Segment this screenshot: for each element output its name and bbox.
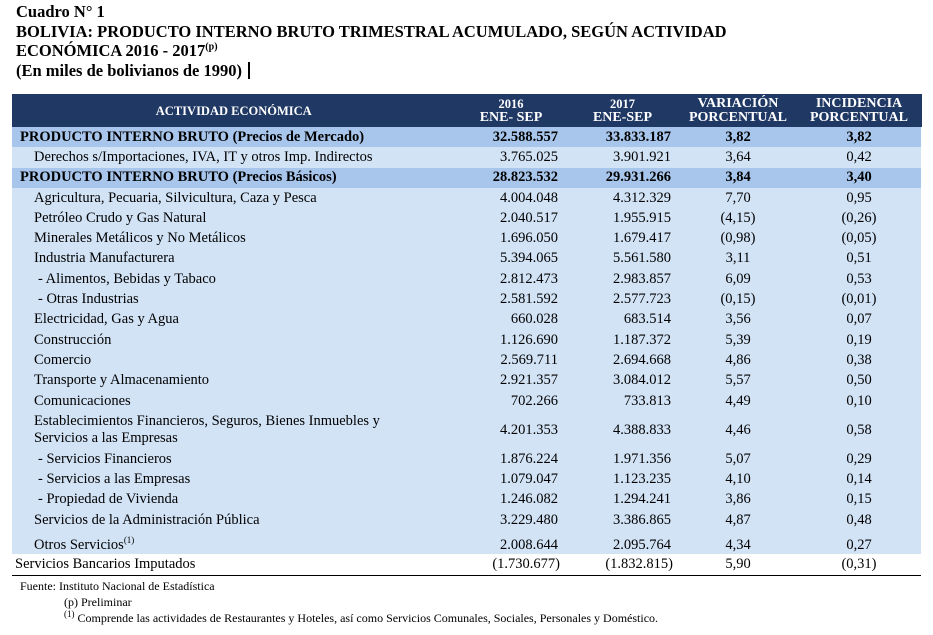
variation-value: 3,56 <box>679 310 797 330</box>
table-row <box>12 147 921 167</box>
value-2016: 1.876.224 <box>456 449 566 469</box>
value-2017: 1.294.241 <box>566 490 679 510</box>
table-row <box>12 554 921 575</box>
table-row <box>12 391 921 411</box>
row-label: Comunicaciones <box>12 391 456 411</box>
value-2016: 3.229.480 <box>456 510 566 530</box>
table-row <box>12 371 921 391</box>
table-row <box>12 469 921 489</box>
value-2016: 4.004.048 <box>456 188 566 208</box>
variation-value: 4,87 <box>679 510 797 530</box>
row-label: - Servicios Financieros <box>12 449 456 469</box>
value-2016: 2.812.473 <box>456 269 566 289</box>
row-label: Petróleo Crudo y Gas Natural <box>12 208 456 228</box>
variation-value: 5,57 <box>679 371 797 391</box>
incidence-value: (0,01) <box>797 289 921 309</box>
row-label: Derechos s/Importaciones, IVA, IT y otros Imp. Indirectos <box>12 147 456 167</box>
value-2016: (1.730.677) <box>456 554 566 575</box>
variation-value: (0,98) <box>679 228 797 248</box>
row-label: Comercio <box>12 350 456 370</box>
value-2017: 2.095.764 <box>566 530 679 554</box>
title-line-2 <box>16 41 926 61</box>
value-2017: 33.833.187 <box>566 127 679 147</box>
incidence-value: 0,58 <box>797 411 921 449</box>
variation-value: 5,90 <box>679 554 797 575</box>
value-2017: 4.388.833 <box>566 411 679 449</box>
header-variation-line1: VARIACIÓN <box>697 95 779 111</box>
table-row <box>12 249 921 269</box>
value-2016: 1.079.047 <box>456 469 566 489</box>
header-incidence-line1: INCIDENCIA <box>815 95 903 111</box>
table-row <box>12 411 921 449</box>
value-2016: 28.823.532 <box>456 168 566 188</box>
row-label: PRODUCTO INTERNO BRUTO (Precios Básicos) <box>12 168 456 188</box>
value-2016: 2.040.517 <box>456 208 566 228</box>
value-2017: 1.955.915 <box>566 208 679 228</box>
header-incidence <box>797 94 921 127</box>
footnote-1-text: Comprende las actividades de Restaurantes y Hoteles, así como Servicios Comunales, Sociales, Personales y Doméstico. <box>77 611 659 625</box>
table-row <box>12 228 921 248</box>
variation-value: 4,34 <box>679 530 797 554</box>
variation-value: 3,86 <box>679 490 797 510</box>
value-2017: 29.931.266 <box>566 168 679 188</box>
incidence-value: 0,48 <box>797 510 921 530</box>
variation-value: 4,86 <box>679 350 797 370</box>
footnote-1-marker: (1) <box>64 609 75 619</box>
table-row-pib-mercado <box>12 127 921 147</box>
row-label: Industria Manufacturera <box>12 249 456 269</box>
value-2017: (1.832.815) <box>566 554 679 575</box>
text-cursor <box>248 62 250 79</box>
incidence-value: 0,15 <box>797 490 921 510</box>
variation-value: 6,09 <box>679 269 797 289</box>
incidence-value: 0,38 <box>797 350 921 370</box>
header-2017 <box>566 94 679 127</box>
value-2017: 733.813 <box>566 391 679 411</box>
table-row <box>12 490 921 510</box>
footnote-1-marker: (1) <box>123 535 135 546</box>
units-line <box>16 61 926 81</box>
header-incidence-line2: PORCENTUAL <box>809 109 908 125</box>
header-2017-period: ENE-SEP <box>592 109 653 125</box>
title-line-1: BOLIVIA: PRODUCTO INTERNO BRUTO TRIMESTRAL ACUMULADO, SEGÚN ACTIVIDAD <box>16 21 727 41</box>
row-label: Servicios de la Administración Pública <box>12 510 456 530</box>
incidence-value: 3,40 <box>797 168 921 188</box>
header-2016-year: 2016 <box>498 96 524 111</box>
variation-value: 4,49 <box>679 391 797 411</box>
table-row <box>12 350 921 370</box>
document-header <box>16 2 926 80</box>
value-2016: 5.394.065 <box>456 249 566 269</box>
row-label: Construcción <box>12 330 456 350</box>
incidence-value: 3,82 <box>797 127 921 147</box>
variation-value: (4,15) <box>679 208 797 228</box>
value-2016: 32.588.557 <box>456 127 566 147</box>
incidence-value: 0,50 <box>797 371 921 391</box>
incidence-value: 0,07 <box>797 310 921 330</box>
header-variation <box>679 94 797 127</box>
table-row <box>12 330 921 350</box>
value-2016: 2.921.357 <box>456 371 566 391</box>
value-2017: 3.084.012 <box>566 371 679 391</box>
table-row-pib-basicos <box>12 168 921 188</box>
value-2017: 5.561.580 <box>566 249 679 269</box>
incidence-value: 0,53 <box>797 269 921 289</box>
incidence-value: (0,05) <box>797 228 921 248</box>
value-2017: 3.386.865 <box>566 510 679 530</box>
gdp-table <box>12 94 922 576</box>
table-row <box>12 208 921 228</box>
row-label: Agricultura, Pecuaria, Silvicultura, Caza y Pesca <box>12 188 456 208</box>
header-activity: ACTIVIDAD ECONÓMICA <box>12 94 456 127</box>
row-label-text: Otros Servicios <box>34 537 124 554</box>
incidence-value: 0,42 <box>797 147 921 167</box>
footnote-1 <box>20 610 658 626</box>
header-2016-period: ENE- SEP <box>479 109 543 125</box>
variation-value: 3,82 <box>679 127 797 147</box>
preliminary-note: (p) Preliminar <box>64 595 132 609</box>
variation-value: 3,64 <box>679 147 797 167</box>
table-row <box>12 530 921 554</box>
incidence-value: (0,31) <box>797 554 921 575</box>
variation-value: (0,15) <box>679 289 797 309</box>
header-2016 <box>456 94 566 127</box>
incidence-value: (0,26) <box>797 208 921 228</box>
incidence-value: 0,29 <box>797 449 921 469</box>
value-2017: 1.123.235 <box>566 469 679 489</box>
value-2017: 2.694.668 <box>566 350 679 370</box>
value-2016: 4.201.353 <box>456 411 566 449</box>
variation-value: 3,84 <box>679 168 797 188</box>
header-2017-year: 2017 <box>610 96 635 111</box>
table-row <box>12 310 921 330</box>
value-2017: 1.971.356 <box>566 449 679 469</box>
units-text: (En miles de bolivianos de 1990) <box>16 60 242 80</box>
value-2016: 1.126.690 <box>456 330 566 350</box>
variation-value: 4,46 <box>679 411 797 449</box>
table-header-row <box>12 94 921 127</box>
row-label: Minerales Metálicos y No Metálicos <box>12 228 456 248</box>
variation-value: 3,11 <box>679 249 797 269</box>
value-2016: 1.246.082 <box>456 490 566 510</box>
incidence-value: 0,27 <box>797 530 921 554</box>
value-2017: 2.983.857 <box>566 269 679 289</box>
incidence-value: 0,95 <box>797 188 921 208</box>
value-2016: 1.696.050 <box>456 228 566 248</box>
value-2017: 4.312.329 <box>566 188 679 208</box>
row-label: Establecimientos Financieros, Seguros, Bienes Inmuebles y Servicios a las Empresas <box>12 411 456 449</box>
incidence-value: 0,14 <box>797 469 921 489</box>
header-variation-line2: PORCENTUAL <box>688 109 787 125</box>
table-row <box>12 188 921 208</box>
table-row <box>12 449 921 469</box>
row-label: Electricidad, Gas y Agua <box>12 310 456 330</box>
row-label: - Propiedad de Vivienda <box>12 490 456 510</box>
table-row <box>12 510 921 530</box>
row-label: - Otras Industrias <box>12 289 456 309</box>
variation-value: 4,10 <box>679 469 797 489</box>
title-line-2-text: ECONÓMICA 2016 - 2017 <box>16 41 206 60</box>
variation-value: 5,39 <box>679 330 797 350</box>
value-2017: 2.577.723 <box>566 289 679 309</box>
row-label <box>12 530 456 554</box>
row-label: Servicios Bancarios Imputados <box>12 554 456 575</box>
variation-value: 7,70 <box>679 188 797 208</box>
value-2016: 2.008.644 <box>456 530 566 554</box>
row-label: PRODUCTO INTERNO BRUTO (Precios de Mercado) <box>12 127 456 147</box>
source-note: Fuente: Instituto Nacional de Estadística <box>20 579 215 593</box>
value-2016: 3.765.025 <box>456 147 566 167</box>
value-2016: 2.569.711 <box>456 350 566 370</box>
value-2017: 3.901.921 <box>566 147 679 167</box>
table-row <box>12 289 921 309</box>
table-row <box>12 269 921 289</box>
incidence-value: 0,19 <box>797 330 921 350</box>
incidence-value: 0,51 <box>797 249 921 269</box>
incidence-value: 0,10 <box>797 391 921 411</box>
footer-notes <box>20 578 658 626</box>
title-preliminary-mark: (p) <box>205 41 218 53</box>
variation-value: 5,07 <box>679 449 797 469</box>
value-2016: 660.028 <box>456 310 566 330</box>
row-label: - Alimentos, Bebidas y Tabaco <box>12 269 456 289</box>
value-2016: 2.581.592 <box>456 289 566 309</box>
value-2017: 683.514 <box>566 310 679 330</box>
value-2017: 1.187.372 <box>566 330 679 350</box>
cuadro-number: Cuadro N° 1 <box>16 2 105 21</box>
row-label: Transporte y Almacenamiento <box>12 371 456 391</box>
value-2017: 1.679.417 <box>566 228 679 248</box>
row-label: - Servicios a las Empresas <box>12 469 456 489</box>
value-2016: 702.266 <box>456 391 566 411</box>
